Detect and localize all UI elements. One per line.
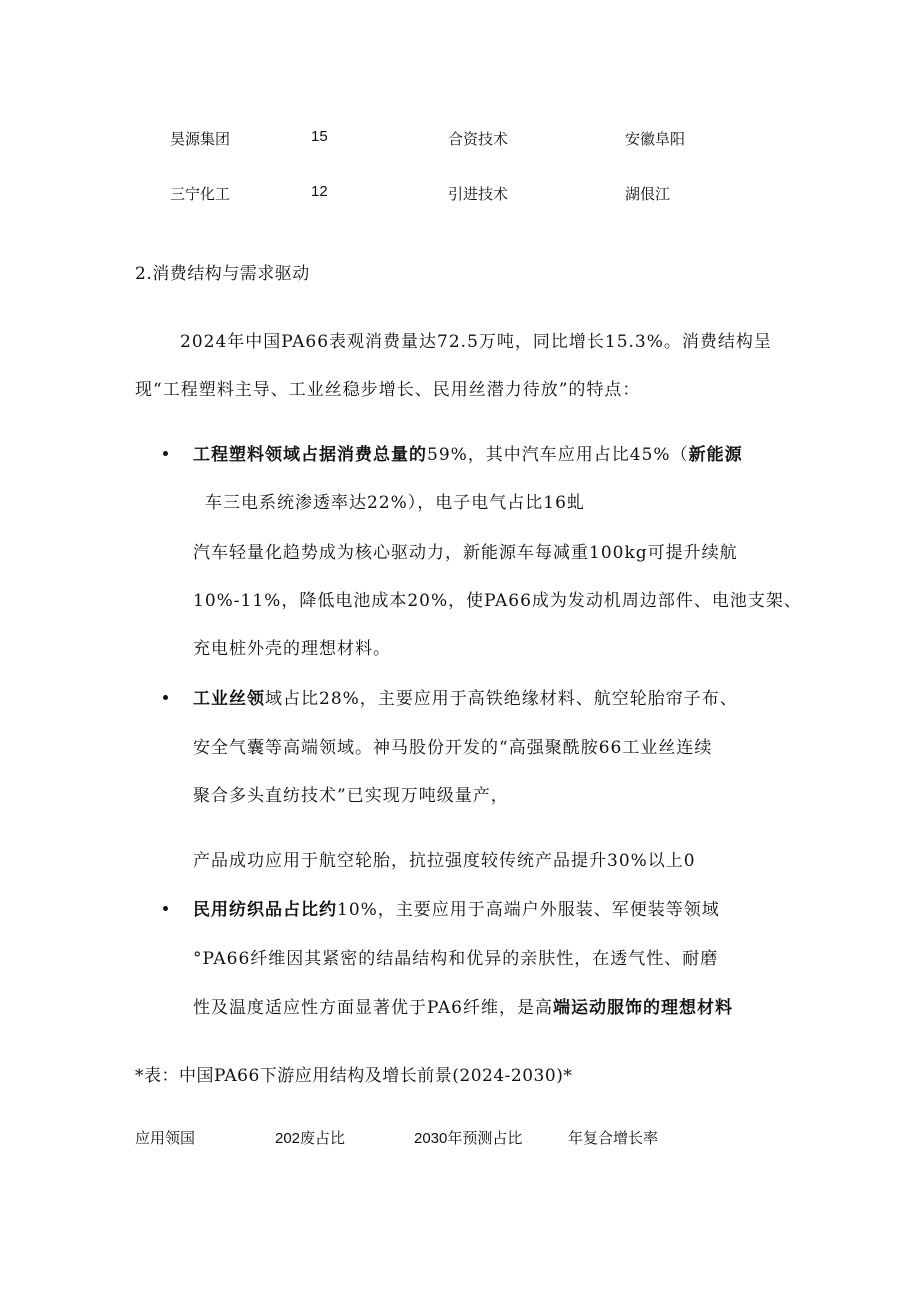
cell-company: 昊源集团 xyxy=(170,131,231,148)
bullet-line: 充电桩外壳的理想材料。 xyxy=(193,639,391,659)
column-header: 202废占比 xyxy=(275,1130,346,1147)
intro-line-1: 2024年中国PA66表观消费量达72.5万吨，同比增长15.3%。消费结构呈 xyxy=(180,332,772,352)
cell-location: 湖佷江 xyxy=(625,186,671,203)
bullet-bold-text: 新能源 xyxy=(688,445,743,465)
bullet-line xyxy=(193,684,738,709)
bullet-line: 车三电系统渗透率达22%），电子电气占比16虬 xyxy=(205,493,585,513)
column-header: 2030年预测占比 xyxy=(414,1130,523,1147)
intro-line-2: 现“工程塑料主导、工业丝稳步增长、民用丝潜力待放”的特点： xyxy=(135,380,641,400)
bullet-line: 产品成功应用于航空轮胎，抗拉强度较传统产品提升30%以上0 xyxy=(193,851,696,871)
section-heading: 2.消费结构与需求驱动 xyxy=(135,264,310,284)
cell-tech: 合资技术 xyxy=(448,131,509,148)
bullet-bold-text: 工程塑料领域占据消费总量的 xyxy=(193,445,427,465)
bullet-line: 聚合多头直纺技术”已实现万吨级量产， xyxy=(193,786,509,806)
table-caption: *表：中国PA66下游应用结构及增长前景(2024-2030)* xyxy=(135,1066,573,1086)
cell-company: 三宁化工 xyxy=(170,186,231,203)
bullet-line: 安全气囊等高端领域。神马股份开发的“高强聚酰胺66工业丝连续 xyxy=(193,738,713,758)
bullet-text: 域占比28%，主要应用于高铁绝缘材料、航空轮胎帘子布、 xyxy=(265,689,738,709)
bullet-text: 性及温度适应性方面显著优于PA6纤维，是高 xyxy=(193,998,553,1018)
cell-capacity: 15 xyxy=(311,128,328,145)
bullet-text: 59%，其中汽车应用占比45%（ xyxy=(427,445,689,465)
bullet-line xyxy=(193,895,720,920)
bullet-line: 10%-11%，降低电池成本20%，使PA66成为发动机周边部件、电池支架、 xyxy=(193,591,802,611)
bullet-bold-text: 工业丝领 xyxy=(193,689,265,709)
bullet-icon xyxy=(163,906,168,911)
bullet-icon xyxy=(163,451,168,456)
column-header: 年复合增长率 xyxy=(568,1130,659,1147)
cell-tech: 引进技术 xyxy=(448,186,509,203)
cell-capacity: 12 xyxy=(311,183,328,200)
bullet-line xyxy=(193,440,743,465)
bullet-icon xyxy=(163,695,168,700)
bullet-line xyxy=(193,993,733,1018)
bullet-bold-text: 民用纺织品占比约 xyxy=(193,900,337,920)
cell-location: 安徽阜阳 xyxy=(625,131,686,148)
bullet-text: 10%，主要应用于高端户外服装、军便装等领域 xyxy=(337,900,720,920)
bullet-bold-text: 端运动服饰的理想材料 xyxy=(552,998,733,1018)
bullet-line: °PA66纤维因其紧密的结晶结构和优异的亲肤性，在透气性、耐磨 xyxy=(193,949,719,969)
bullet-line: 汽车轻量化趋势成为核心驱动力，新能源车每减重100kg可提升续航 xyxy=(193,543,738,563)
column-header: 应用领国 xyxy=(135,1130,196,1147)
